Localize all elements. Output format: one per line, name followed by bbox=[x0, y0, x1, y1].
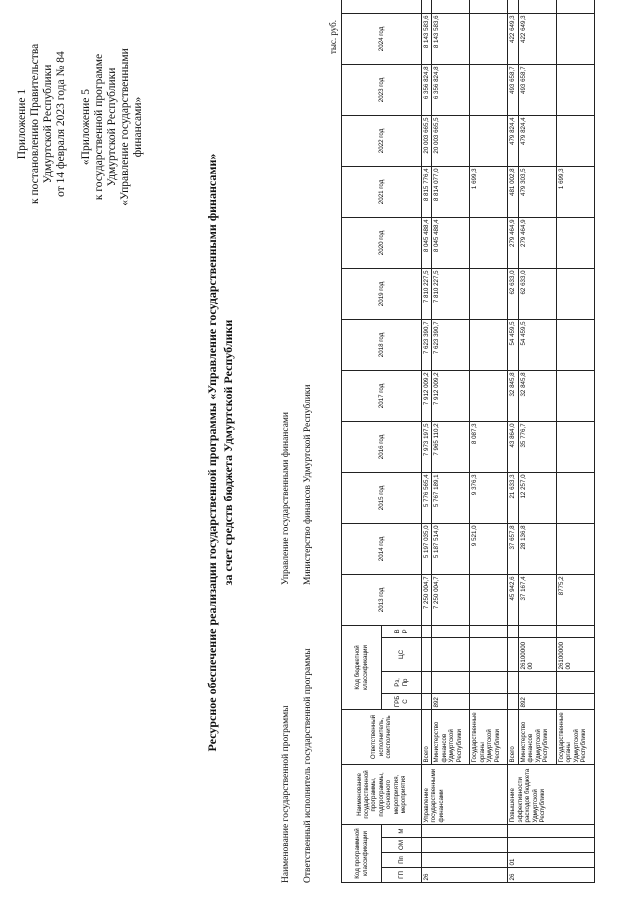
header-grbs: ГРБС bbox=[382, 693, 422, 709]
year-header: 2016 год bbox=[342, 421, 422, 472]
cell-cs: 2610000000 bbox=[556, 637, 594, 671]
cell-value: 54 459,5 bbox=[508, 319, 518, 370]
table-row bbox=[518, 0, 556, 883]
cell-value: 7 810 227,5 bbox=[422, 268, 432, 319]
cell-value: 62 633,0 bbox=[518, 268, 556, 319]
cell-value: 7 623 390,7 bbox=[432, 319, 470, 370]
year-header bbox=[342, 0, 422, 13]
cell-value: 279 464,9 bbox=[508, 217, 518, 268]
cell-grbs: 892 bbox=[432, 693, 470, 709]
cell-value bbox=[556, 421, 594, 472]
cell-value bbox=[470, 217, 508, 268]
cell-value: 54 459,5 bbox=[518, 319, 556, 370]
cell-value: 8 814 077,0 bbox=[432, 166, 470, 217]
annex-5-line: к государственной программе bbox=[93, 53, 105, 201]
cell-value bbox=[470, 115, 508, 166]
cell-cs: 2610000000 bbox=[518, 637, 556, 671]
cell-value bbox=[556, 115, 594, 166]
cell-value: 32 845,8 bbox=[508, 370, 518, 421]
year-header: 2014 год bbox=[342, 523, 422, 574]
cell-value bbox=[470, 370, 508, 421]
annex-5-line: Удмуртской Республики bbox=[106, 67, 118, 187]
annex-5-line: «Управление государственными bbox=[119, 48, 131, 206]
table-row bbox=[470, 0, 508, 883]
header-budget-code: Код бюджетной классификации bbox=[342, 625, 382, 709]
cell-value: 6 356 824,8 bbox=[432, 64, 470, 115]
cell-value bbox=[432, 0, 470, 13]
annex-1-line: Удмуртской Республики bbox=[42, 64, 54, 184]
cell-grbs: 892 bbox=[518, 693, 556, 709]
cell-value: 493 658,7 bbox=[518, 64, 556, 115]
annex-5-block bbox=[80, 22, 145, 232]
annex-5-line: финансами» bbox=[132, 96, 144, 158]
year-header: 2024 год bbox=[342, 13, 422, 64]
table-row bbox=[556, 0, 594, 883]
page-title: Ресурсное обеспечение реализации государственной программы «Управление государственными финансами» bbox=[205, 153, 219, 752]
header-cs: ЦС bbox=[382, 637, 422, 671]
cell-executor: Министерство финансов Удмуртской Республики bbox=[518, 709, 556, 764]
table-row bbox=[432, 0, 470, 883]
cell-value bbox=[556, 319, 594, 370]
annex-1-line: от 14 февраля 2023 года № 84 bbox=[55, 51, 67, 197]
header-pp: Пп bbox=[382, 853, 422, 868]
header-gp: ГП bbox=[382, 868, 422, 883]
program-executor-value: Министерство финансов Удмуртской Республики bbox=[303, 384, 313, 585]
cell-name: Повышение эффективности расходов бюджета Удмуртской Республики bbox=[508, 764, 594, 824]
cell-value bbox=[556, 217, 594, 268]
program-executor-label: Ответственный исполнитель государственной программы bbox=[303, 648, 313, 883]
cell-executor: Государственные органы Удмуртской Республики bbox=[470, 709, 508, 764]
annex-1-line: Приложение 1 bbox=[16, 88, 28, 160]
cell-value bbox=[470, 64, 508, 115]
cell-value: 8 815 776,4 bbox=[422, 166, 432, 217]
year-header: 2021 год bbox=[342, 166, 422, 217]
cell-value: 7 623 390,7 bbox=[422, 319, 432, 370]
cell-value bbox=[470, 319, 508, 370]
cell-value: 5 776 565,4 bbox=[422, 472, 432, 523]
cell-executor: Всего bbox=[508, 709, 518, 764]
cell-value bbox=[422, 0, 432, 13]
cell-value: 422 649,3 bbox=[518, 13, 556, 64]
year-header: 2023 год bbox=[342, 64, 422, 115]
cell-executor: Государственные органы Удмуртской Республики bbox=[556, 709, 594, 764]
header-om: ОМ bbox=[382, 838, 422, 853]
cell-gp: 26 bbox=[422, 868, 508, 883]
cell-value: 8 143 583,6 bbox=[422, 13, 432, 64]
cell-value bbox=[556, 13, 594, 64]
resource-table bbox=[341, 0, 595, 883]
cell-value: 37 657,8 bbox=[508, 523, 518, 574]
cell-value: 9 521,0 bbox=[470, 523, 508, 574]
cell-value: 43 864,0 bbox=[508, 421, 518, 472]
cell-value bbox=[470, 574, 508, 625]
annex-5-line: «Приложение 5 bbox=[80, 88, 92, 166]
cell-value bbox=[556, 268, 594, 319]
cell-pp: 01 bbox=[508, 853, 594, 868]
cell-name: Управление государственными финансами bbox=[422, 764, 508, 824]
cell-value bbox=[470, 0, 508, 13]
cell-value: 481 002,8 bbox=[508, 166, 518, 217]
cell-value: 479 824,4 bbox=[508, 115, 518, 166]
annex-1-block bbox=[16, 44, 68, 204]
table-row bbox=[508, 0, 518, 883]
cell-value: 20 003 665,5 bbox=[432, 115, 470, 166]
cell-value: 12 257,0 bbox=[518, 472, 556, 523]
cell-value: 479 824,4 bbox=[518, 115, 556, 166]
cell-value bbox=[518, 0, 556, 13]
cell-value bbox=[556, 64, 594, 115]
cell-value: 7 810 227,5 bbox=[432, 268, 470, 319]
cell-value: 37 167,4 bbox=[518, 574, 556, 625]
cell-value: 5 197 035,0 bbox=[422, 523, 432, 574]
year-header: 2019 год bbox=[342, 268, 422, 319]
cell-value: 1 699,3 bbox=[470, 166, 508, 217]
header-program-code: Код программной классификации bbox=[342, 824, 382, 882]
cell-value: 21 633,3 bbox=[508, 472, 518, 523]
units-label: тыс. руб. bbox=[328, 20, 338, 55]
page-subtitle: за счет средств бюджета Удмуртской Республики bbox=[221, 319, 235, 586]
cell-value: 8 143 583,6 bbox=[432, 13, 470, 64]
cell-value: 32 845,8 bbox=[518, 370, 556, 421]
cell-value: 6 356 824,8 bbox=[422, 64, 432, 115]
cell-value: 7 973 197,5 bbox=[422, 421, 432, 472]
year-header: 2018 год bbox=[342, 319, 422, 370]
cell-value: 279 464,9 bbox=[518, 217, 556, 268]
year-header: 2022 год bbox=[342, 115, 422, 166]
table-row bbox=[422, 0, 432, 883]
program-name-label: Наименование государственной программы bbox=[281, 705, 291, 883]
cell-value: 8 045 488,4 bbox=[422, 217, 432, 268]
cell-executor: Всего bbox=[422, 709, 432, 764]
cell-value: 8 045 488,4 bbox=[432, 217, 470, 268]
header-m: М bbox=[382, 824, 422, 837]
cell-gp: 26 bbox=[508, 868, 594, 883]
program-name-value: Управление государственными финансами bbox=[281, 411, 291, 585]
header-executor: Ответственный исполнитель, соисполнитель bbox=[342, 709, 422, 764]
cell-value bbox=[556, 0, 594, 13]
cell-value: 5 187 514,0 bbox=[432, 523, 470, 574]
cell-value: 422 649,3 bbox=[508, 13, 518, 64]
cell-value: 28 136,8 bbox=[518, 523, 556, 574]
year-header: 2013 год bbox=[342, 574, 422, 625]
year-header: 2020 год bbox=[342, 217, 422, 268]
cell-executor: Министерство финансов Удмуртской Республики bbox=[432, 709, 470, 764]
cell-value: 7 912 009,2 bbox=[432, 370, 470, 421]
cell-value: 479 303,5 bbox=[518, 166, 556, 217]
header-rzpr: Рз, Пр bbox=[382, 671, 422, 693]
cell-value bbox=[470, 268, 508, 319]
header-vr: ВР bbox=[382, 625, 422, 637]
cell-value bbox=[556, 523, 594, 574]
cell-value: 20 003 665,5 bbox=[422, 115, 432, 166]
cell-value bbox=[470, 13, 508, 64]
cell-value: 45 942,6 bbox=[508, 574, 518, 625]
cell-value: 7 912 009,2 bbox=[422, 370, 432, 421]
cell-value: 35 776,7 bbox=[518, 421, 556, 472]
cell-value: 7 250 004,7 bbox=[422, 574, 432, 625]
cell-value bbox=[556, 370, 594, 421]
cell-value: 9 376,3 bbox=[470, 472, 508, 523]
year-header: 2017 год bbox=[342, 370, 422, 421]
cell-value: 493 658,7 bbox=[508, 64, 518, 115]
cell-value: 8775,2 bbox=[556, 574, 594, 625]
cell-value: 7 965 110,2 bbox=[432, 421, 470, 472]
cell-value: 62 633,0 bbox=[508, 268, 518, 319]
annex-1-line: к постановлению Правительства bbox=[29, 43, 41, 204]
cell-value: 8 087,3 bbox=[470, 421, 508, 472]
cell-value: 7 250 004,7 bbox=[432, 574, 470, 625]
cell-value: 5 767 189,1 bbox=[432, 472, 470, 523]
year-header: 2015 год bbox=[342, 472, 422, 523]
header-name: Наименование государственной программы, подпрограммы, основного мероприятия, мероприятия bbox=[342, 764, 422, 824]
cell-value bbox=[508, 0, 518, 13]
cell-value bbox=[556, 472, 594, 523]
cell-value: 1 699,3 bbox=[556, 166, 594, 217]
